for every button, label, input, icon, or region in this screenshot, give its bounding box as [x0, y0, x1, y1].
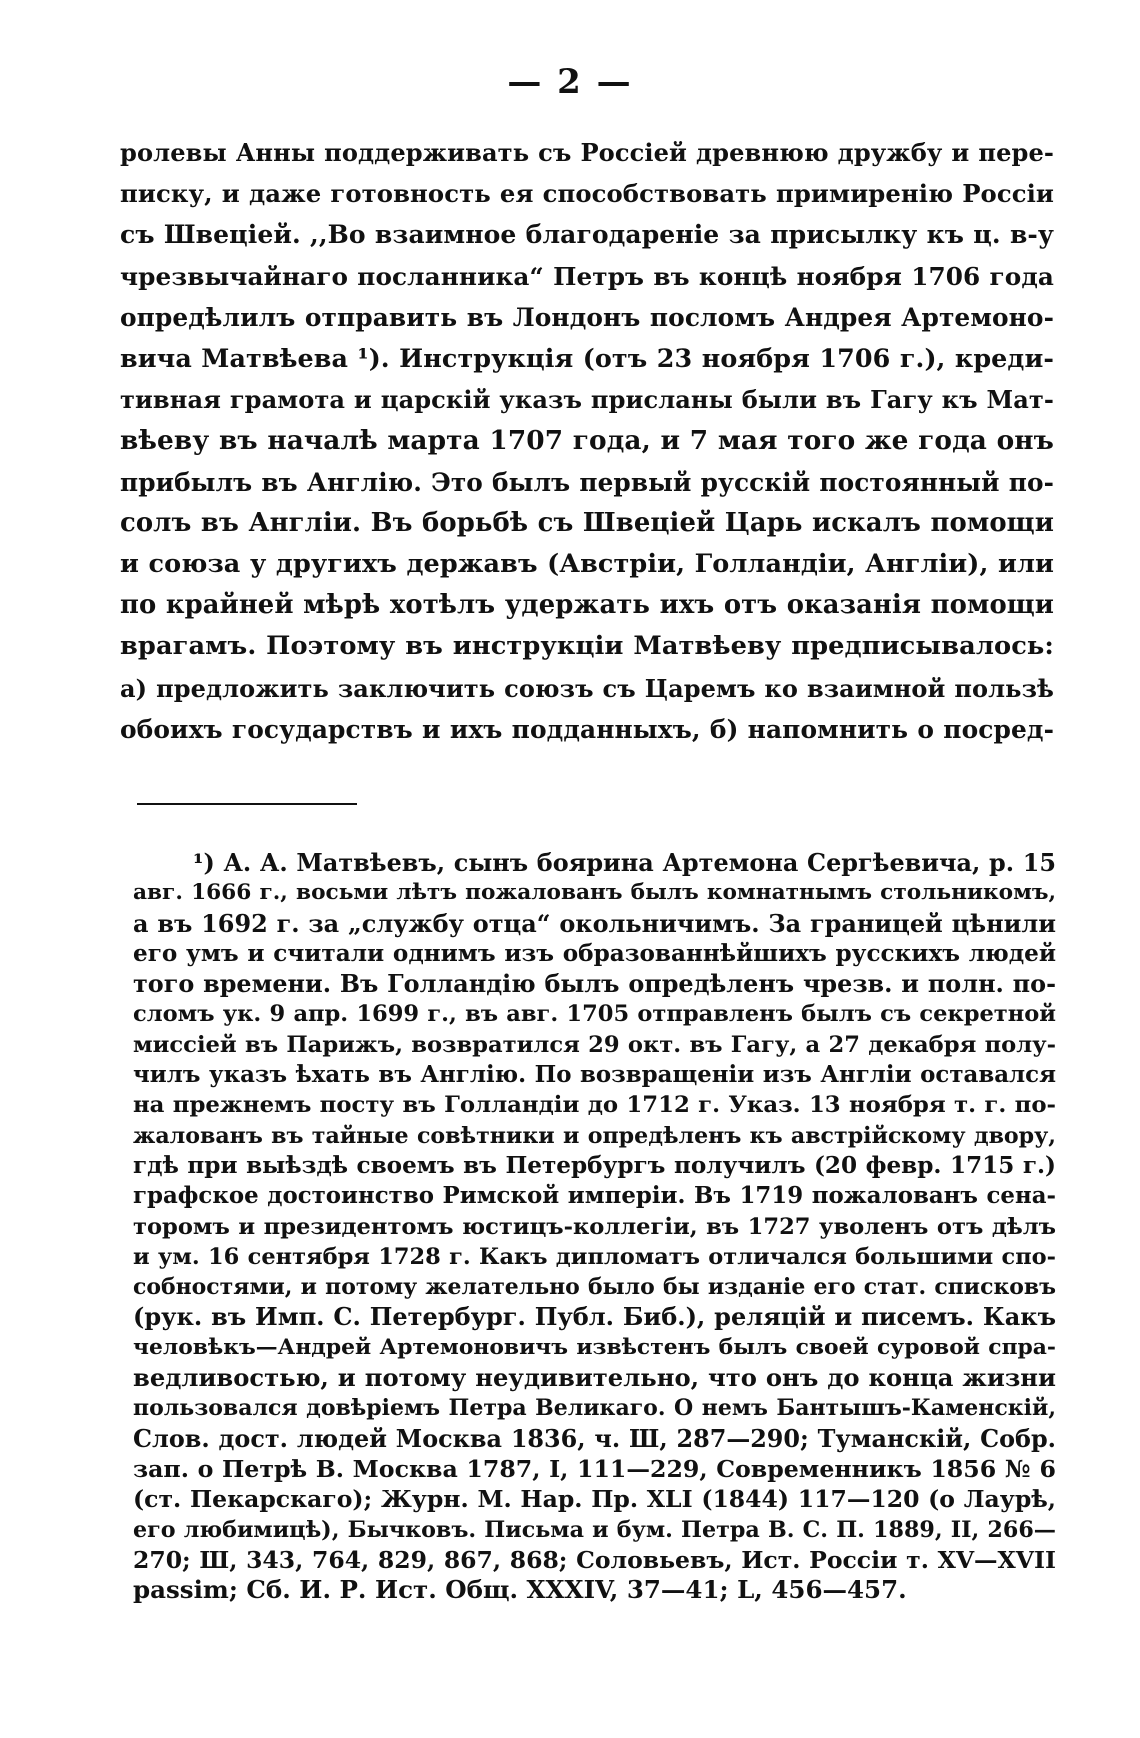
main-text-line: солъ въ Англіи. Въ борьбѣ съ Швеціей Царь искалъ помощи — [120, 507, 1054, 538]
main-text-line: прибылъ въ Англію. Это былъ первый русскій постоянный по- — [120, 467, 1054, 497]
footnote-line: миссіей въ Парижъ, возвратился 29 окт. въ Гагу, а 27 декабря полу- — [133, 1031, 1056, 1058]
footnote-line: того времени. Въ Голландію былъ опредѣленъ чрезв. и полн. по- — [133, 970, 1056, 999]
footnote-line: на прежнемъ посту въ Голландіи до 1712 г. Указ. 13 ноября т. г. по- — [133, 1092, 1056, 1119]
main-text-line: писку, и даже готовность ея способствовать примиренію Россіи — [120, 179, 1054, 209]
main-text-line: по крайней мѣрѣ хотѣлъ удержать ихъ отъ оказанія помощи — [120, 590, 1054, 621]
footnote-line: авг. 1666 г., восьми лѣтъ пожалованъ былъ комнатнымъ стольникомъ, — [133, 880, 1056, 906]
footnote-line: (рук. въ Имп. С. Петербург. Публ. Биб.), реляцій и писемъ. Какъ — [133, 1302, 1056, 1332]
footnote-line: его любимицѣ), Бычковъ. Письма и бум. Петра В. С. П. 1889, II, 266— — [133, 1516, 1056, 1543]
footnote-line: собностями, и потому желательно было бы изданіе его стат. списковъ — [133, 1274, 1056, 1301]
footnote-separator — [137, 803, 357, 805]
footnote-line: ¹) А. А. Матвѣевъ, сынъ боярина Артемона Сергѣевича, р. 15 — [193, 849, 1056, 877]
footnote-line: сломъ ук. 9 апр. 1699 г., въ авг. 1705 отправленъ былъ съ секретной — [133, 1001, 1056, 1028]
main-text-line: и союза у другихъ державъ (Австріи, Голландіи, Англіи), или — [120, 549, 1054, 580]
footnote-line: графское достоинство Римской имперіи. Въ 1719 пожалованъ сена- — [133, 1183, 1056, 1210]
page-number: — 2 — — [507, 62, 633, 102]
main-text-line: опредѣлилъ отправить въ Лондонъ посломъ Андрея Артемоно- — [120, 302, 1054, 332]
footnote-line: passim; Сб. И. Р. Ист. Общ. XXXIV, 37—41; L, 456—457. — [133, 1575, 907, 1605]
footnote-line: гдѣ при выѣздѣ своемъ въ Петербургъ получилъ (20 февр. 1715 г.) — [133, 1151, 1056, 1179]
footnote-line: чилъ указъ ѣхать въ Англію. По возвращеніи изъ Англіи оставался — [133, 1062, 1056, 1089]
main-text-line: врагамъ. Поэтому въ инструкціи Матвѣеву предписывалось: — [120, 631, 1054, 662]
main-text-line: обоихъ государствъ и ихъ подданныхъ, б) напомнить о посред- — [120, 714, 1054, 744]
main-text-line: тивная грамота и царскій указъ присланы были въ Гагу къ Мат- — [120, 385, 1054, 415]
footnote-line: ведливостью, и потому неудивительно, что онъ до конца жизни — [133, 1363, 1056, 1393]
footnote-line: (ст. Пекарскаго); Журн. М. Нар. Пр. XLI (1844) 117—120 (о Лаурѣ, — [133, 1485, 1056, 1514]
footnote-line: его умъ и считали однимъ изъ образованнѣйшихъ русскихъ людей — [133, 939, 1056, 967]
footnote-line: 270; Ш, 343, 764, 829, 867, 868; Соловьевъ, Ист. Россіи т. XV—XVII — [133, 1545, 1056, 1574]
footnote-line: зап. о Петрѣ В. Москва 1787, I, 111—229, Современникъ 1856 № 6 — [133, 1454, 1056, 1483]
footnote-line: Слов. дост. людей Москва 1836, ч. Ш, 287—290; Туманскій, Собр. — [133, 1424, 1056, 1453]
main-text-line: чрезвычайнаго посланника“ Петръ въ концѣ ноября 1706 года — [120, 261, 1054, 291]
footnote-block — [133, 848, 1056, 1605]
footnote-line: и ум. 16 сентября 1728 г. Какъ дипломатъ отличался большими спо- — [133, 1243, 1056, 1270]
footnote-line: жалованъ въ тайные совѣтники и опредѣленъ къ австрійскому двору, — [133, 1122, 1056, 1149]
main-text-line: ролевы Анны поддерживать съ Россіей древнюю дружбу и пере- — [120, 138, 1054, 167]
main-text-line: а) предложить заключить союзъ съ Царемъ ко взаимной пользѣ — [120, 673, 1054, 703]
footnote-line: торомъ и президентомъ юстицъ-коллегіи, въ 1727 уволенъ отъ дѣлъ — [133, 1213, 1056, 1240]
main-text-line: съ Швеціей. ,,Во взаимное благодареніе за присылку къ ц. в-у — [120, 220, 1054, 250]
main-text-line: вѣеву въ началѣ марта 1707 года, и 7 мая того же года онъ — [120, 425, 1054, 457]
main-text-block — [120, 132, 1054, 750]
footnote-line: человѣкъ—Андрей Артемоновичъ извѣстенъ былъ своей суровой спра- — [133, 1334, 1056, 1360]
main-text-line: вича Матвѣева ¹). Инструкція (отъ 23 ноября 1706 г.), креди- — [120, 343, 1054, 374]
footnote-line: а въ 1692 г. за „службу отца“ окольничимъ. За границей цѣнили — [133, 909, 1056, 938]
footnote-line: пользовался довѣріемъ Петра Великаго. О немъ Бантышъ-Каменскій, — [133, 1395, 1056, 1422]
